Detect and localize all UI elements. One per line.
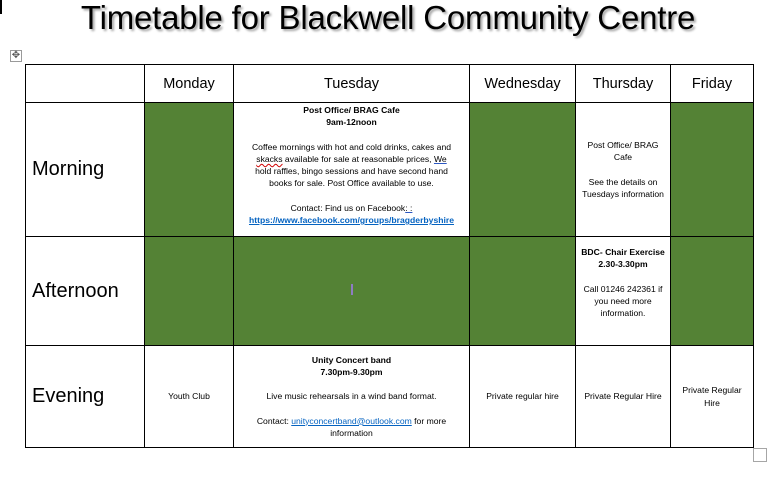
- cell-morning-friday[interactable]: [671, 103, 754, 237]
- header-friday[interactable]: Friday: [671, 65, 754, 103]
- cell-morning-thursday[interactable]: [576, 103, 671, 237]
- table-move-handle-icon[interactable]: ✥: [11, 50, 21, 61]
- row-morning: [26, 103, 754, 237]
- grammar-flag[interactable]: : :: [405, 202, 413, 213]
- cell-afternoon-monday[interactable]: [145, 237, 234, 346]
- row-afternoon: [26, 237, 754, 346]
- cell-morning-monday[interactable]: [145, 103, 234, 237]
- header-row: [26, 65, 754, 103]
- event-title: Post Office/ BRAG Cafe: [587, 139, 659, 163]
- event-description-line: skacks available for sale at reasonable prices, We: [256, 153, 447, 164]
- row-label-evening[interactable]: Evening: [26, 346, 145, 448]
- event-note: See the details on Tuesdays information: [582, 176, 664, 199]
- email-link[interactable]: unityconcertband@outlook.com: [291, 415, 412, 426]
- event-description-line: hold raffles, bingo sessions and have second hand: [255, 166, 448, 177]
- event-time: 7.30pm-9.30pm: [320, 367, 383, 378]
- header-monday[interactable]: Monday: [145, 65, 234, 103]
- cell-evening-wednesday[interactable]: Private regular hire: [470, 346, 576, 448]
- row-label-afternoon[interactable]: Afternoon: [26, 237, 145, 346]
- event-contact: Contact: unityconcertband@outlook.com for more information: [256, 415, 447, 438]
- event-time: 9am-12noon: [326, 117, 377, 128]
- event-time: 2.30-3.30pm: [598, 259, 648, 270]
- cell-afternoon-thursday[interactable]: [576, 237, 671, 346]
- header-thursday[interactable]: Thursday: [576, 65, 671, 103]
- event-title: Post Office/ BRAG Cafe: [303, 105, 400, 115]
- event-contact: Call 01246 242361 if you need more information.: [583, 283, 663, 319]
- header-tuesday[interactable]: Tuesday: [234, 65, 470, 103]
- event-description-line: Coffee mornings with hot and cold drinks, cakes and: [251, 141, 452, 152]
- page-title: Timetable for Blackwell Community Centre: [80, 0, 696, 36]
- row-label-morning[interactable]: Morning: [26, 103, 145, 237]
- event-title: Unity Concert band: [311, 354, 392, 365]
- cell-morning-wednesday[interactable]: [470, 103, 576, 237]
- event-title: BDC- Chair Exercise: [581, 247, 665, 257]
- event-description: Live music rehearsals in a wind band format.: [266, 391, 437, 402]
- spelling-error[interactable]: skacks: [256, 153, 283, 164]
- cell-evening-thursday[interactable]: Private Regular Hire: [576, 346, 671, 448]
- cell-morning-tuesday[interactable]: [234, 103, 470, 237]
- event-description-line: books for sale. Post Office available to use.: [269, 178, 434, 189]
- cell-evening-friday[interactable]: Private Regular Hire: [671, 346, 754, 448]
- event-contact: Contact: Find us on Facebook: :: [290, 202, 413, 213]
- header-corner[interactable]: [26, 65, 145, 103]
- text-cursor: [351, 284, 353, 295]
- timetable: [25, 64, 754, 448]
- table-resize-handle[interactable]: [753, 448, 767, 462]
- cell-afternoon-friday[interactable]: [671, 237, 754, 346]
- row-evening: [26, 346, 754, 448]
- cell-evening-monday[interactable]: Youth Club: [145, 346, 234, 448]
- facebook-link[interactable]: https://www.facebook.com/groups/bragderbyshire: [248, 215, 454, 226]
- grammar-flag[interactable]: We: [433, 153, 447, 164]
- cell-evening-tuesday[interactable]: [234, 346, 470, 448]
- cell-afternoon-wednesday[interactable]: [470, 237, 576, 346]
- header-wednesday[interactable]: Wednesday: [470, 65, 576, 103]
